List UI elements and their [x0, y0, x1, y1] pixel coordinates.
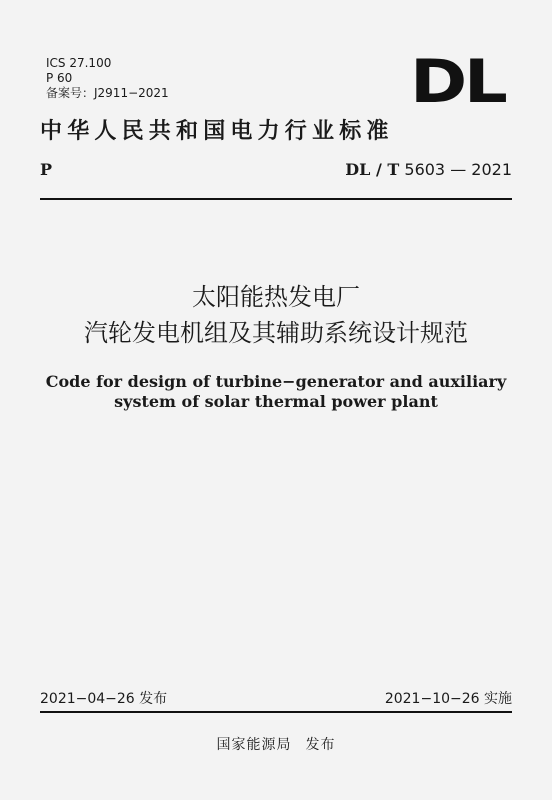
- chinese-title-line1: 太阳能热发电厂: [192, 283, 360, 311]
- publisher-name: 国家能源局: [216, 737, 292, 753]
- standard-category-title: 中华人民共和国电力行业标准: [40, 118, 394, 144]
- standard-number-value: 5603 — 2021: [404, 160, 512, 179]
- classification-code: P 60: [46, 71, 73, 85]
- top-divider: [40, 198, 512, 200]
- standard-number-prefix: DL / T: [345, 160, 400, 179]
- publisher-line: [0, 734, 552, 754]
- standard-number: [345, 160, 512, 179]
- standard-classification: P: [40, 160, 53, 179]
- english-title-line1: Code for design of turbine−generator and auxiliary: [45, 372, 507, 391]
- english-title-line2: system of solar thermal power plant: [114, 392, 438, 411]
- publish-word: 发布: [305, 737, 336, 753]
- bottom-divider: [40, 711, 512, 713]
- chinese-title-line2: 汽轮发电机组及其辅助系统设计规范: [84, 319, 468, 347]
- ics-code: ICS 27.100: [46, 56, 112, 70]
- dl-logo: DL: [410, 47, 505, 117]
- issue-date: 2021−04−26 发布: [40, 691, 168, 707]
- record-number: 备案号：J2911−2021: [46, 86, 169, 100]
- effective-date: 2021−10−26 实施: [384, 691, 512, 707]
